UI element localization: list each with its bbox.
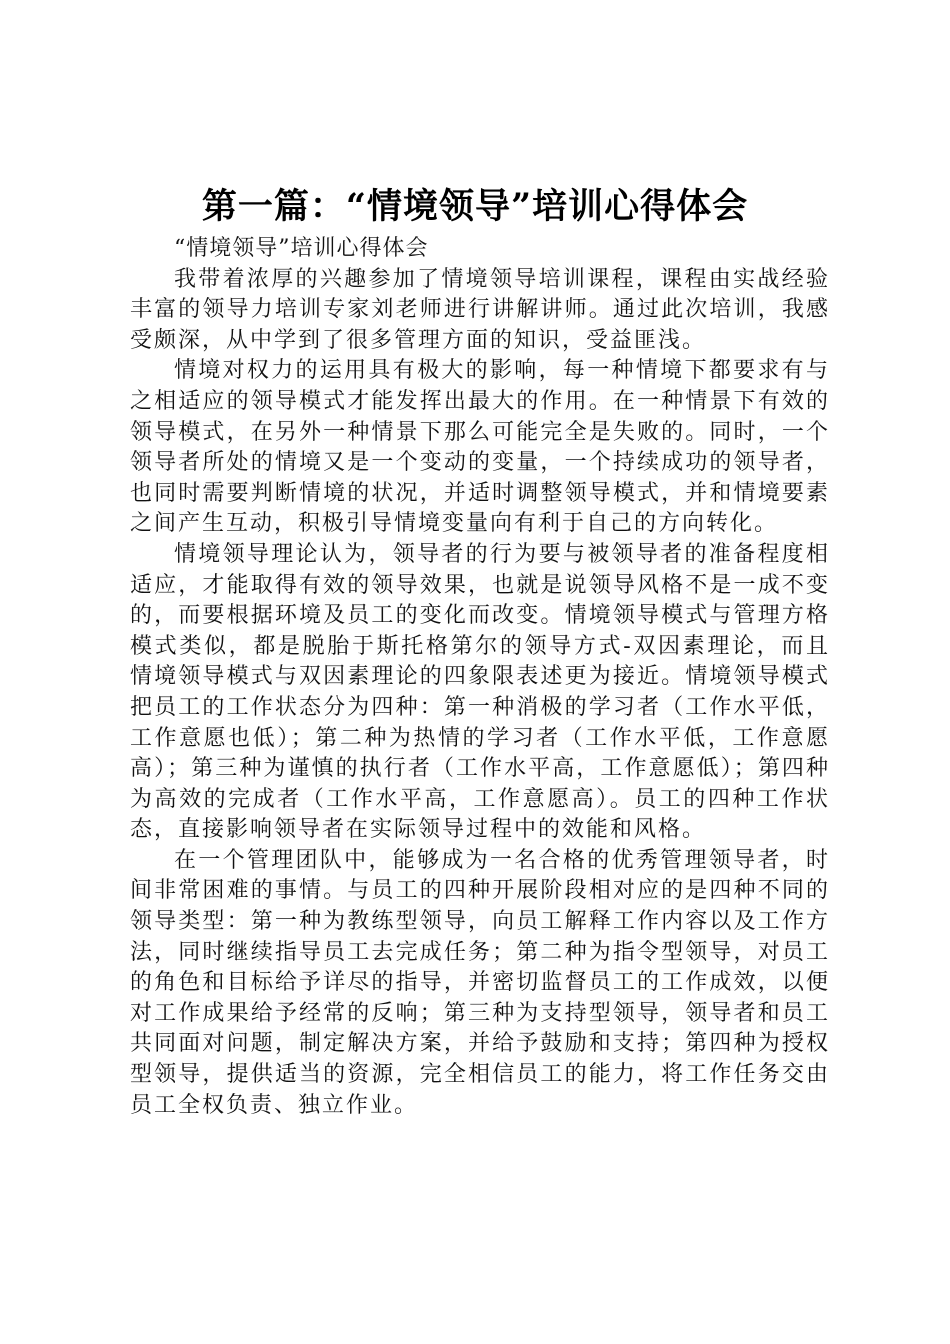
document-subtitle: “情境领导”培训心得体会 bbox=[174, 236, 429, 261]
paragraph-1: 我带着浓厚的兴趣参加了情境领导培训课程，课程由实战经验丰富的领导力培训专家刘老师进行讲解讲师。通过此次培训，我感受颇深，从中学到了很多管理方面的知识，受益匪浅。 bbox=[130, 266, 830, 353]
paragraph-4: 在一个管理团队中，能够成为一名合格的优秀管理领导者，时间非常困难的事情。与员工的四种开展阶段相对应的是四种不同的领导类型：第一种为教练型领导，向员工解释工作内容以及工作方法，同时继续指导员工去完成任务；第二种为指令型领导，对员工的角色和目标给予详尽的指导，并密切监督员工的工作成效，以便对工作成果给予经常的反响；第三种为支持型领导，领导者和员工共同面对问题，制定解决方案，并给予鼓励和支持；第四种为授权型领导，提供适当的资源，完全相信员工的能力，将工作任务交由员工全权负责、独立作业。 bbox=[130, 847, 830, 1118]
paragraph-2: 情境对权力的运用具有极大的影响，每一种情境下都要求有与之相适应的领导模式才能发挥出最大的作用。在一种情景下有效的领导模式，在另外一种情景下那么可能完全是失败的。同时，一个领导者所处的情境又是一个变动的变量，一个持续成功的领导者，也同时需要判断情境的状况，并适时调整领导模式，并和情境要素之间产生互动，积极引导情境变量向有利于自己的方向转化。 bbox=[130, 358, 830, 537]
paragraph-3: 情境领导理论认为，领导者的行为要与被领导者的准备程度相适应，才能取得有效的领导效果，也就是说领导风格不是一成不变的，而要根据环境及员工的变化而改变。情境领导模式与管理方格模式类似，都是脱胎于斯托格第尔的领导方式-双因素理论，而且情境领导模式与双因素理论的四象限表述更为接近。情境领导模式把员工的工作状态分为四种：第一种消极的学习者（工作水平低，工作意愿也低）；第二种为热情的学习者（工作水平低，工作意愿高）；第三种为谨慎的执行者（工作水平高，工作意愿低）；第四种为高效的完成者（工作水平高，工作意愿高）。员工的四种工作状态，直接影响领导者在实际领导过程中的效能和风格。 bbox=[130, 541, 830, 843]
document-title: 第一篇：“情境领导”培训心得体会 bbox=[201, 186, 749, 227]
document-body bbox=[130, 234, 830, 1121]
